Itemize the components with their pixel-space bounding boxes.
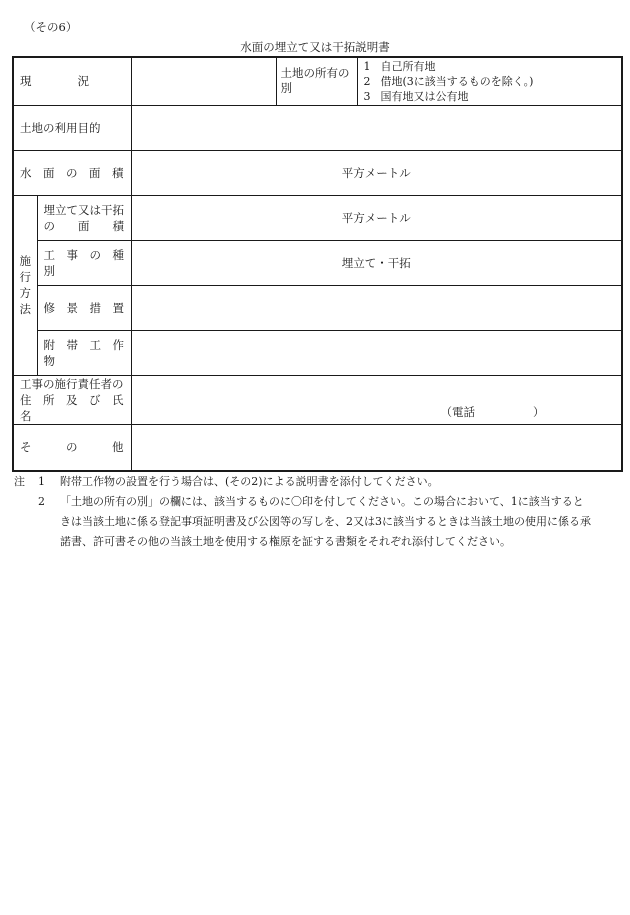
phone-open: （電話 bbox=[440, 404, 475, 419]
reclaim-area-label-line1: 埋立て又は干拓 bbox=[43, 202, 124, 217]
land-ownership-label-line1: 土地の所有の bbox=[280, 66, 350, 81]
ownership-option-1-text: 自己所有地 bbox=[380, 59, 436, 73]
construction-method-char-1: 施 bbox=[19, 254, 31, 268]
manager-field[interactable] bbox=[131, 375, 622, 424]
current-status-field[interactable] bbox=[131, 57, 276, 105]
phone-placeholder bbox=[441, 404, 545, 420]
notes-tag: 注 bbox=[14, 475, 25, 488]
note-2-line-2: きは当該土地に係る登記事項証明書及び公図等の写しを、2又は3に該当するときは当該土地の使用に係る承 bbox=[60, 515, 591, 528]
notes-section bbox=[14, 472, 620, 552]
form-number: （その6） bbox=[24, 20, 78, 34]
note-2-line-1: 「土地の所有の別」の欄には、該当するものに〇印を付してください。この場合において、1に該当すると bbox=[60, 495, 584, 508]
work-type-label: 工 事 の 種 別 bbox=[37, 240, 131, 285]
manager-label-line2: 住 所 及 び 氏 名 bbox=[20, 392, 135, 423]
row-reclaim-area bbox=[13, 195, 622, 240]
manager-label-line1: 工事の施行責任者の bbox=[20, 376, 124, 391]
construction-method-label bbox=[13, 195, 37, 375]
work-type-field[interactable] bbox=[131, 240, 622, 285]
land-use-purpose-label: 土地の利用目的 bbox=[13, 105, 131, 150]
water-area-label: 水 面 の 面 積 bbox=[13, 150, 131, 195]
reclaim-area-label-line2: の 面 積 bbox=[43, 218, 124, 233]
note-1 bbox=[14, 472, 620, 492]
page-title: 水面の埋立て又は干拓説明書 bbox=[240, 40, 390, 54]
ownership-option-2-text: 借地(3に該当するものを除く。) bbox=[380, 74, 534, 88]
note-2-number: 2 bbox=[38, 495, 45, 508]
note-1-text: 附帯工作物の設置を行う場合は、(その2)による説明書を添付してください。 bbox=[60, 475, 439, 488]
water-area-unit: 平方メートル bbox=[341, 165, 411, 180]
ancillary-field[interactable] bbox=[131, 330, 622, 375]
land-ownership-options[interactable] bbox=[357, 57, 622, 105]
note-2-line-3: 諾書、許可書その他の当該土地を使用する権原を証する書類をそれぞれ添付してください。 bbox=[60, 535, 511, 548]
ownership-option-2[interactable] bbox=[364, 74, 622, 89]
ancillary-label: 附 帯 工 作 物 bbox=[37, 330, 131, 375]
row-other bbox=[13, 424, 622, 471]
row-ancillary bbox=[13, 330, 622, 375]
work-type-value: 埋立て・干拓 bbox=[341, 255, 411, 270]
row-water-area bbox=[13, 150, 622, 195]
ownership-option-1[interactable] bbox=[364, 59, 622, 74]
reclaim-area-label bbox=[37, 195, 131, 240]
current-status-label bbox=[13, 57, 131, 105]
current-status-text: 現 況 bbox=[20, 74, 89, 89]
reclaim-area-unit: 平方メートル bbox=[341, 210, 411, 225]
construction-method-char-2: 行 bbox=[19, 270, 31, 284]
explanation-form-table bbox=[12, 56, 623, 472]
row-landscape bbox=[13, 285, 622, 330]
other-field[interactable] bbox=[131, 424, 622, 471]
manager-label bbox=[13, 375, 135, 424]
land-ownership-label-line2: 別 bbox=[280, 81, 292, 96]
construction-method-char-3: 方 bbox=[19, 286, 31, 300]
construction-method-char-4: 法 bbox=[19, 302, 31, 316]
row-work-type bbox=[13, 240, 622, 285]
row-current-status bbox=[13, 57, 622, 105]
ownership-option-1-number: 1 bbox=[363, 59, 371, 73]
ownership-option-2-number: 2 bbox=[363, 74, 371, 88]
land-use-purpose-field[interactable] bbox=[131, 105, 622, 150]
note-2 bbox=[14, 492, 620, 552]
water-area-field[interactable] bbox=[131, 150, 622, 195]
ownership-option-3-text: 国有地又は公有地 bbox=[380, 89, 469, 103]
ownership-option-3[interactable] bbox=[364, 89, 622, 104]
reclaim-area-field[interactable] bbox=[131, 195, 622, 240]
note-1-number: 1 bbox=[38, 475, 45, 488]
phone-close: ） bbox=[533, 404, 545, 419]
row-land-use-purpose bbox=[13, 105, 622, 150]
land-ownership-label bbox=[276, 57, 357, 105]
note-2-text bbox=[60, 492, 620, 552]
other-label: そ の 他 bbox=[13, 424, 131, 471]
landscape-label: 修 景 措 置 bbox=[37, 285, 131, 330]
landscape-field[interactable] bbox=[131, 285, 622, 330]
ownership-option-3-number: 3 bbox=[363, 89, 371, 103]
row-manager bbox=[13, 375, 622, 424]
